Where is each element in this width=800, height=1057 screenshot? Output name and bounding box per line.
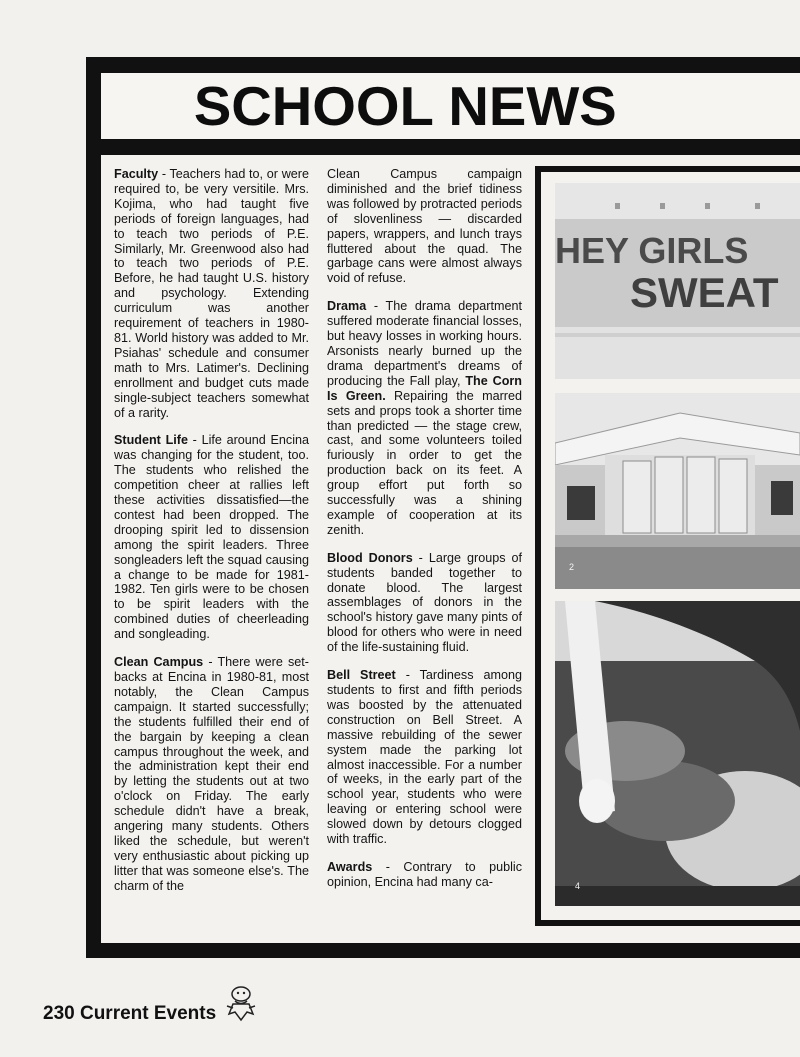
page-footer-label: 230 Current Events — [43, 1003, 217, 1024]
article-bell-street — [327, 668, 522, 847]
article-clean-campus — [114, 655, 309, 894]
article-body: - Teachers had to, or were required to, be very versitile. Mrs. Kojima, who had taught five periods of foreign languages, had to teach two periods of P.E. Similarly, Mr. Greenwood also had to teach two periods of P.E. Before, he had taught U.S. history and psychology. Extending curriculum was another requirement of teachers in 1980-81. World history was added to Mr. Psiahas' schedule and consumer math to Mrs. Latimer's. Declining enrollment and budget cuts made single-subject teachers somewhat of a rarity. — [114, 167, 309, 420]
article-awards — [327, 860, 522, 890]
lunch-illustration — [555, 601, 800, 906]
article-heading: Faculty — [114, 167, 159, 181]
article-heading: Blood Donors — [327, 550, 413, 565]
text-column-1 — [114, 167, 309, 907]
title-banner — [101, 73, 800, 139]
photo-auditorium — [555, 393, 800, 589]
article-body: - Contrary to public opinion, Encina had many ca- — [327, 859, 522, 889]
article-faculty — [114, 167, 309, 420]
article-body: - Tardiness among students to first and fifth periods was boosted by the attenuated construction on Bell Street. A massive rebuilding of the sewer system made the parking lot almost inaccessible. For a number of weeks, in the early part of the school year, students who were leaving or entering school were slowed down by detours clogged with traffic. — [327, 668, 522, 847]
text-column-2 — [327, 167, 522, 903]
photo-number: 2 — [569, 562, 575, 572]
article-student-life — [114, 433, 309, 642]
article-heading: Student Life — [114, 433, 188, 448]
article-body: - Life around Encina was changing for the student, too. The students who relished the competition cheer at rallies left these activities dissatisfied—the contest had been dropped. The drooping spirit led to dissension among the spirit leaders. Three songleaders left the squad causing a change to be made for 1981-1982. Ten girls were to be chosen to be spirit leaders with the combined duties of cheerleading and songleading. — [114, 433, 309, 642]
article-heading: Bell Street — [327, 668, 396, 683]
banner-illustration — [555, 183, 800, 379]
photo-lunch — [555, 601, 800, 906]
article-body: - There were set-backs at Encina in 1980-81, most notably, the Clean Campus campaign. It started successfully; the students fulfilled their end of the bargain by keeping a clean campus throughout the week, and the administration kept their end by letting the students out at two o'clock on Friday. The early schedule didn't have a break, angering many students. Others liked the schedule, but weren't very enthusiastic about picking up litter that was someone else's. The charm of the — [114, 655, 309, 893]
article-drama — [327, 299, 522, 538]
mascot-logo — [223, 984, 259, 1024]
article-blood-donors — [327, 551, 522, 655]
page-title: SCHOOL NEWS — [194, 75, 617, 137]
article-heading: Drama — [327, 299, 367, 314]
article-body: - Large groups of students banded together to donate blood. The largest assemblages of donors in the school's history gave many pints of blood for others who were in need of the life-sustaining fluid. — [327, 550, 522, 655]
article-heading: Clean Campus — [114, 655, 204, 670]
article-clean-campus-continued: Clean Campus campaign diminished and the brief tidiness was followed by protracted periods of slovenliness — discarded papers, wrappers, and lunch trays fluttered about the quad. The garbage cans were almost always void of refuse. — [327, 167, 522, 286]
article-body: - The drama department suffered moderate financial losses, but heavy losses in working hours. Arsonists nearly burned up the drama department's dreams of producing the Fall play, — [327, 299, 522, 388]
article-body: Repairing the marred sets and props took a shorter time than predicted — the stage crew, cast, and some volunteers toiled furiously in order to get the production back on its feet. A group effort put forth so successfully was a shining example of cooperation at its zenith. — [327, 388, 522, 537]
photo-number: 4 — [575, 881, 581, 891]
article-heading: Awards — [327, 859, 373, 874]
photo-banner — [555, 183, 800, 379]
banner-text-line1: HEY GIRLS — [555, 230, 749, 271]
play-title: The Corn Is Green. — [327, 373, 522, 403]
building-illustration — [555, 393, 800, 589]
banner-text-line2: SWEAT — [630, 269, 779, 316]
